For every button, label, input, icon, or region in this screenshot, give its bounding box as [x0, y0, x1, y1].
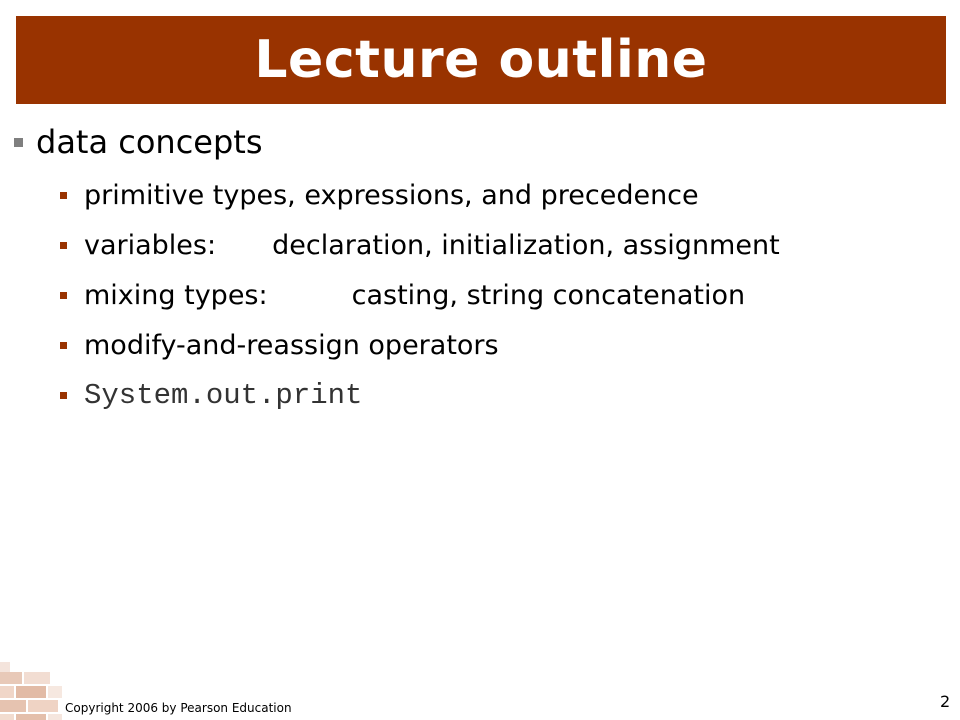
- square-bullet-icon: [60, 242, 67, 249]
- sub-bullet-code: System.out.print: [84, 378, 363, 412]
- sub-bullet-text: modify-and-reassign operators: [84, 329, 499, 361]
- main-bullet-text: data concepts: [36, 123, 263, 161]
- title-bar: [16, 16, 946, 104]
- sub-bullet-term: mixing types:: [84, 279, 268, 311]
- sub-bullet-detail: declaration, initialization, assignment: [272, 229, 780, 261]
- square-bullet-icon: [60, 342, 67, 349]
- sub-bullet-item: [60, 370, 780, 420]
- slide-title: Lecture outline: [254, 30, 708, 90]
- sub-bullet-detail: casting, string concatenation: [351, 279, 746, 311]
- sub-bullet-text: primitive types, expressions, and precedence: [84, 179, 699, 211]
- main-bullet: [14, 120, 263, 164]
- square-bullet-icon: [60, 392, 67, 399]
- brick-wall-decoration: [0, 660, 62, 720]
- sub-bullet-item: [60, 170, 780, 220]
- square-bullet-icon: [60, 192, 67, 199]
- sub-bullet-item: [60, 320, 780, 370]
- copyright-footer: Copyright 2006 by Pearson Education: [65, 701, 292, 715]
- square-bullet-icon: [60, 292, 67, 299]
- sub-bullet-item: [60, 220, 780, 270]
- sub-bullet-list: [60, 170, 780, 420]
- square-bullet-icon: [14, 138, 23, 147]
- sub-bullet-term: variables:: [84, 229, 217, 261]
- page-number: 2: [940, 692, 951, 711]
- sub-bullet-item: [60, 270, 780, 320]
